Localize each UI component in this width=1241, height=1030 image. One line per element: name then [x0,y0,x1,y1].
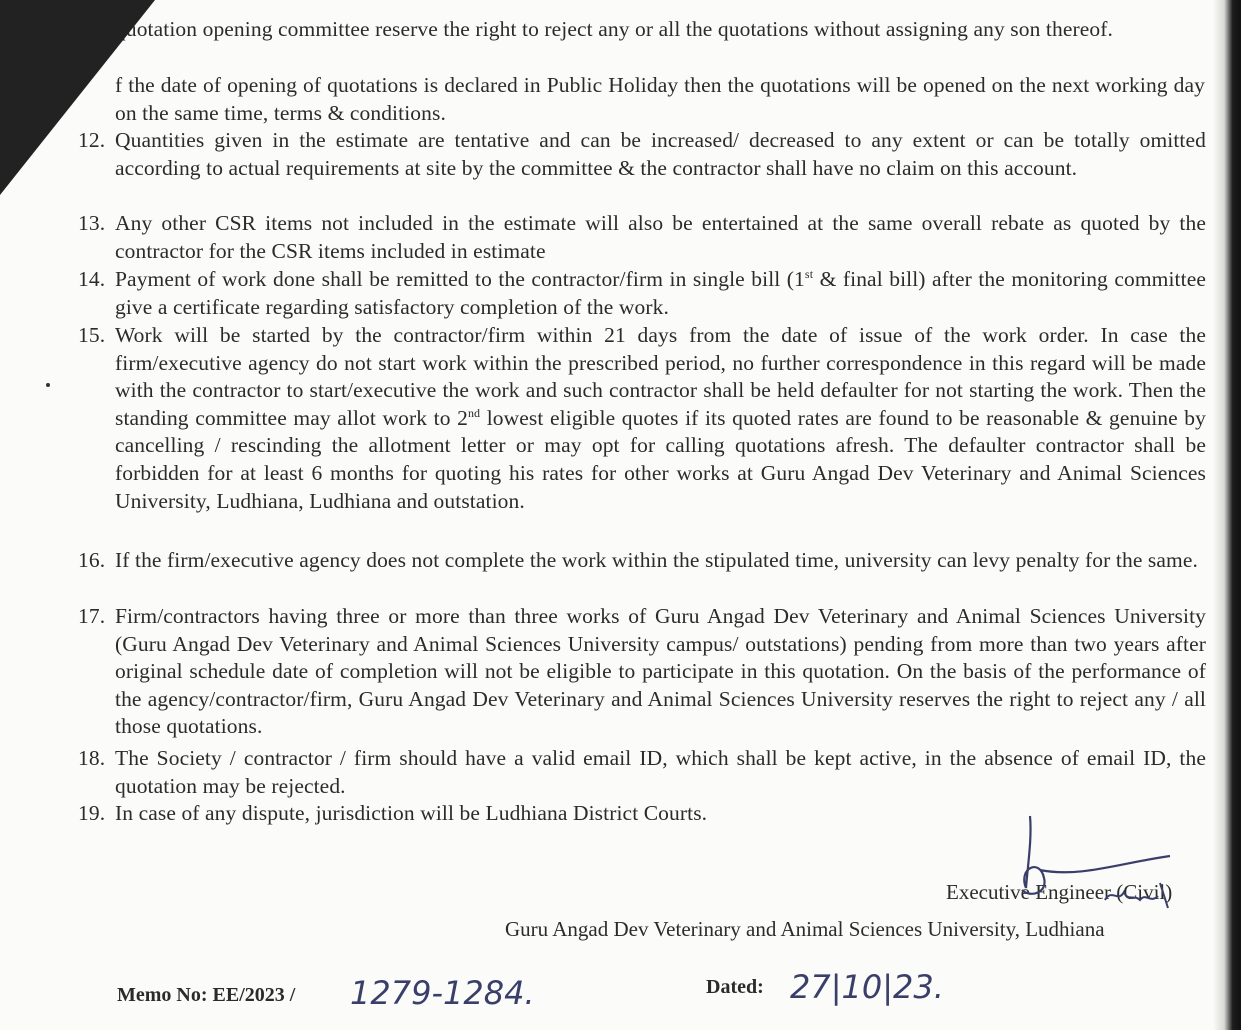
clause-text-part: lowest eligible quotes if its quoted rates are found to be reasonable & genuine by cancelling / rescinding the allotment letter or may opt for calling quotations afresh. The defaulter contractor shall be forbidden for at least 6 months for quoting his rates for other works at Guru Angad Dev Veterinary and Animal Sciences University, Ludhiana, Ludhiana and outstation. [115,405,1207,513]
clause-13 [78,210,1206,265]
clause-number: 15. [78,323,106,347]
clause-text-part: & final bill) after the monitoring committee give a certificate regarding satisfactory completion of the work. [115,267,1206,319]
superscript: st [804,266,814,281]
clause-number: 17. [78,604,106,628]
clause-text: In case of any dispute, jurisdiction will be Ludhiana District Courts. [115,801,708,825]
dated-label: Dated: [706,976,764,998]
clause-17 [78,603,1206,741]
clause-18 [78,745,1206,800]
clause-text-part: Payment of work done shall be remitted to the contractor/firm in single bill (1 [115,267,805,291]
clause-12 [78,127,1206,182]
signatory-designation: Executive Engineer (Civil) [946,880,1173,904]
clause-number: 14. [78,267,106,291]
clause-text-part: Work will be started by the contractor/firm within 21 days from the date of issue of the work order. In case the firm/executive agency do not start work within the prescribed period, no further correspondence in this regard will be made with the contractor to start/executive the work and such contractor shall be held defaulter for not starting the work. Then the standing committee may allot work to 2 [115,323,1206,430]
superscript: nd [467,405,481,420]
clause-14 [78,266,1206,321]
clause-text: quotation opening committee reserve the right to reject any or all the quotations without assigning any son thereof. [115,17,1113,41]
clause-number: 12. [78,128,106,152]
clause-number: 13. [78,211,106,235]
dark-corner-shadow [0,0,155,195]
clause-16 [78,547,1206,575]
clause-text: Any other CSR items not included in the estimate will also be entertained at the same overall rebate as quoted by the contractor for the CSR items included in estimate [115,211,1206,263]
clause-cut-1 [115,16,1205,44]
clause-text: The Society / contractor / firm should have a valid email ID, which shall be kept active, in the absence of email ID, the quotation may be rejected. [115,746,1206,798]
clause-text [115,322,1206,515]
clause-number: 16. [78,548,106,572]
signatory-institution: Guru Angad Dev Veterinary and Animal Sciences University, Ludhiana [505,917,1105,941]
clause-number: 18. [78,746,106,770]
memo-label: Memo No: EE/2023 / [117,984,296,1006]
clause-text: Firm/contractors having three or more than three works of Guru Angad Dev Veterinary and Animal Sciences University (Guru Angad Dev Veterinary and Animal Sciences University campus/ outstations) pending from more than two years after original schedule date of completion will not be eligible to participate in this quotation. On the basis of the performance of the agency/contractor/firm, Guru Angad Dev Veterinary and Animal Sciences University reserves the right to reject any / all those quotations. [115,604,1206,739]
handwritten-signature [1000,808,1210,918]
clause-text: If the firm/executive agency does not complete the work within the stipulated time, university can levy penalty for the same. [115,548,1198,572]
clause-text [115,266,1206,321]
clause-text: Quantities given in the estimate are tentative and can be increased/ decreased to any extent or can be totally omitted according to actual requirements at site by the committee & the contractor shall have no claim on this account. [115,128,1206,180]
clause-text: f the date of opening of quotations is declared in Public Holiday then the quotations will be opened on the next working day on the same time, terms & conditions. [115,73,1205,125]
date-handwritten: 27|10|23. [790,968,944,1006]
clause-cut-2 [115,72,1205,127]
clause-number: 19. [78,801,106,825]
clause-15 [78,322,1206,515]
memo-number-handwritten: 1279-1284. [350,974,535,1012]
